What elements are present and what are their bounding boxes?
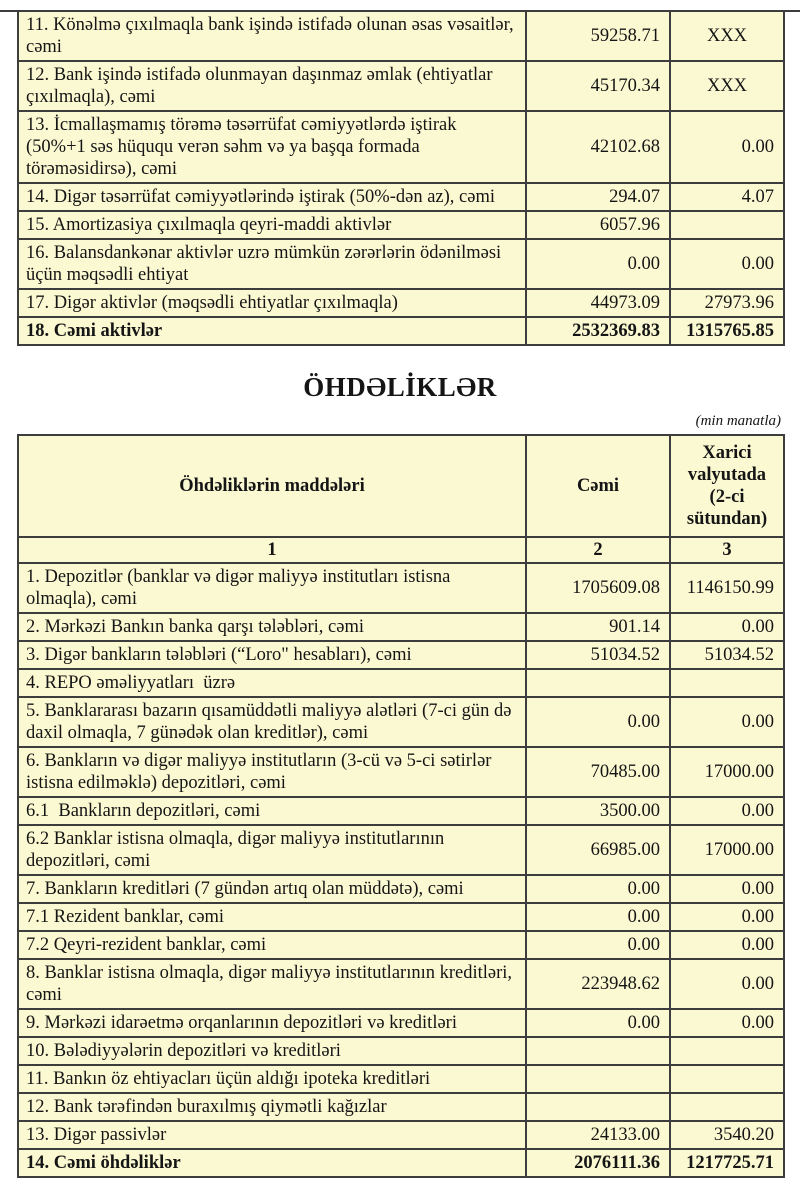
row-total-value: 0.00 (526, 239, 670, 289)
row-label: 17. Digər aktivlər (məqsədli ehtiyatlar çıxılmaqla) (18, 289, 526, 317)
row-label: 16. Balansdankənar aktivlər uzrə mümkün zərərlərin ödənilməsi üçün məqsədli ehtiyat (18, 239, 526, 289)
row-label: 14. Digər təsərrüfat cəmiyyətlərində iştirak (50%-dən az), cəmi (18, 183, 526, 211)
row-label: 5. Banklararası bazarın qısamüddətli maliyyə alətləri (7-ci gün də daxil olmaqla, 7 günədək olan kreditlər), cəmi (18, 697, 526, 747)
assets-table (17, 10, 785, 346)
row-foreign-currency-value: 0.00 (670, 797, 784, 825)
row-total-value: 70485.00 (526, 747, 670, 797)
row-foreign-currency-value: 0.00 (670, 111, 784, 183)
table-row (18, 825, 784, 875)
table-row (18, 641, 784, 669)
row-total-value: 0.00 (526, 931, 670, 959)
column-number-1: 1 (18, 537, 526, 563)
row-label: 6.1 Bankların depozitləri, cəmi (18, 797, 526, 825)
row-total-value: 44973.09 (526, 289, 670, 317)
table-row (18, 211, 784, 239)
row-foreign-currency-value: 0.00 (670, 903, 784, 931)
table-row (18, 239, 784, 289)
row-label: 8. Banklar istisna olmaqla, digər maliyyə institutlarının kreditləri, cəmi (18, 959, 526, 1009)
column-number-2: 2 (526, 537, 670, 563)
row-label: 2. Mərkəzi Bankın banka qarşı tələbləri, cəmi (18, 613, 526, 641)
table-row (18, 931, 784, 959)
row-total-value (526, 1037, 670, 1065)
row-foreign-currency-value: 0.00 (670, 875, 784, 903)
row-label: 11. Könəlmə çıxılmaqla bank işində istifadə olunan əsas vəsaitlər, cəmi (18, 11, 526, 61)
row-total-value: 59258.71 (526, 11, 670, 61)
table-row (18, 613, 784, 641)
row-label: 13. Digər passivlər (18, 1121, 526, 1149)
assets-table-body (18, 11, 784, 345)
row-foreign-currency-value: 0.00 (670, 959, 784, 1009)
row-label: 10. Bələdiyyələrin depozitləri və kreditləri (18, 1037, 526, 1065)
row-foreign-currency-value: 0.00 (670, 931, 784, 959)
unit-note: (min manatla) (695, 413, 781, 429)
row-total-value: 2532369.83 (526, 317, 670, 345)
column-number-row (18, 537, 784, 563)
row-label: 15. Amortizasiya çıxılmaqla qeyri-maddi aktivlər (18, 211, 526, 239)
table-row (18, 1121, 784, 1149)
row-label: 6.2 Banklar istisna olmaqla, digər maliyyə institutlarının depozitləri, cəmi (18, 825, 526, 875)
row-total-value: 223948.62 (526, 959, 670, 1009)
row-total-value: 0.00 (526, 1009, 670, 1037)
row-label: 1. Depozitlər (banklar və digər maliyyə institutları istisna olmaqla), cəmi (18, 563, 526, 613)
row-foreign-currency-value: 0.00 (670, 697, 784, 747)
liabilities-table-head (18, 435, 784, 563)
row-label: 12. Bank işində istifadə olunmayan daşınmaz əmlak (ehtiyatlar çıxılmaqla), cəmi (18, 61, 526, 111)
row-foreign-currency-value: 17000.00 (670, 825, 784, 875)
row-total-value: 0.00 (526, 875, 670, 903)
row-foreign-currency-value: 4.07 (670, 183, 784, 211)
table-row (18, 903, 784, 931)
table-row (18, 875, 784, 903)
row-foreign-currency-value (670, 1037, 784, 1065)
liabilities-table (17, 434, 785, 1178)
row-foreign-currency-value: 0.00 (670, 613, 784, 641)
table-row (18, 797, 784, 825)
row-label: 4. REPO əməliyyatları üzrə (18, 669, 526, 697)
row-foreign-currency-value: XXX (670, 61, 784, 111)
table-row (18, 747, 784, 797)
row-total-value (526, 1093, 670, 1121)
table-row (18, 289, 784, 317)
row-label: 9. Mərkəzi idarəetmə orqanlarının depozitləri və kreditləri (18, 1009, 526, 1037)
row-total-value: 294.07 (526, 183, 670, 211)
row-label: 7. Bankların kreditləri (7 gündən artıq olan müddətə), cəmi (18, 875, 526, 903)
row-label: 11. Bankın öz ehtiyacları üçün aldığı ipoteka kreditləri (18, 1065, 526, 1093)
row-total-value: 6057.96 (526, 211, 670, 239)
row-total-value: 0.00 (526, 903, 670, 931)
row-foreign-currency-value: XXX (670, 11, 784, 61)
header-total-column: Cəmi (526, 435, 670, 537)
row-foreign-currency-value: 17000.00 (670, 747, 784, 797)
row-total-value (526, 669, 670, 697)
row-label: 14. Cəmi öhdəliklər (18, 1149, 526, 1177)
row-foreign-currency-value: 1315765.85 (670, 317, 784, 345)
table-row (18, 317, 784, 345)
row-foreign-currency-value: 27973.96 (670, 289, 784, 317)
row-total-value: 3500.00 (526, 797, 670, 825)
liabilities-table-body (18, 563, 784, 1177)
table-row (18, 1009, 784, 1037)
row-foreign-currency-value (670, 1093, 784, 1121)
table-row (18, 959, 784, 1009)
row-total-value: 2076111.36 (526, 1149, 670, 1177)
row-total-value: 42102.68 (526, 111, 670, 183)
row-foreign-currency-value: 0.00 (670, 1009, 784, 1037)
table-row (18, 61, 784, 111)
row-total-value: 24133.00 (526, 1121, 670, 1149)
row-total-value: 0.00 (526, 697, 670, 747)
row-foreign-currency-value: 1217725.71 (670, 1149, 784, 1177)
table-row (18, 11, 784, 61)
table-row (18, 1093, 784, 1121)
table-row (18, 1149, 784, 1177)
table-row (18, 1037, 784, 1065)
row-label: 13. İcmallaşmamış törəmə təsərrüfat cəmiyyətlərdə iştirak (50%+1 səs hüququ verən səhm və ya başqa formada törəməsidirsə), cəmi (18, 111, 526, 183)
column-number-3: 3 (670, 537, 784, 563)
header-foreign-currency-column: Xarici valyutada (2-ci sütundan) (670, 435, 784, 537)
row-foreign-currency-value (670, 1065, 784, 1093)
row-total-value: 1705609.08 (526, 563, 670, 613)
liabilities-section-title: ÖHDƏLİKLƏR (303, 372, 497, 402)
row-label: 3. Digər bankların tələbləri (“Loro" hesabları), cəmi (18, 641, 526, 669)
row-foreign-currency-value: 51034.52 (670, 641, 784, 669)
row-foreign-currency-value: 1146150.99 (670, 563, 784, 613)
row-total-value (526, 1065, 670, 1093)
row-foreign-currency-value (670, 211, 784, 239)
row-total-value: 51034.52 (526, 641, 670, 669)
row-total-value: 66985.00 (526, 825, 670, 875)
liabilities-header-row (18, 435, 784, 537)
row-label: 12. Bank tərəfindən buraxılmış qiymətli kağızlar (18, 1093, 526, 1121)
table-row (18, 697, 784, 747)
table-row (18, 111, 784, 183)
row-foreign-currency-value: 0.00 (670, 239, 784, 289)
row-total-value: 45170.34 (526, 61, 670, 111)
row-label: 6. Bankların və digər maliyyə institutların (3-cü və 5-ci sətirlər istisna edilməklə) depozitləri, cəmi (18, 747, 526, 797)
table-row (18, 563, 784, 613)
liabilities-table-section (17, 434, 783, 1178)
table-row (18, 669, 784, 697)
row-label: 18. Cəmi aktivlər (18, 317, 526, 345)
row-label: 7.1 Rezident banklar, cəmi (18, 903, 526, 931)
row-foreign-currency-value (670, 669, 784, 697)
table-row (18, 183, 784, 211)
row-total-value: 901.14 (526, 613, 670, 641)
assets-table-section (17, 0, 783, 346)
row-foreign-currency-value: 3540.20 (670, 1121, 784, 1149)
header-items-column: Öhdəliklərin maddələri (18, 435, 526, 537)
table-row (18, 1065, 784, 1093)
row-label: 7.2 Qeyri-rezident banklar, cəmi (18, 931, 526, 959)
